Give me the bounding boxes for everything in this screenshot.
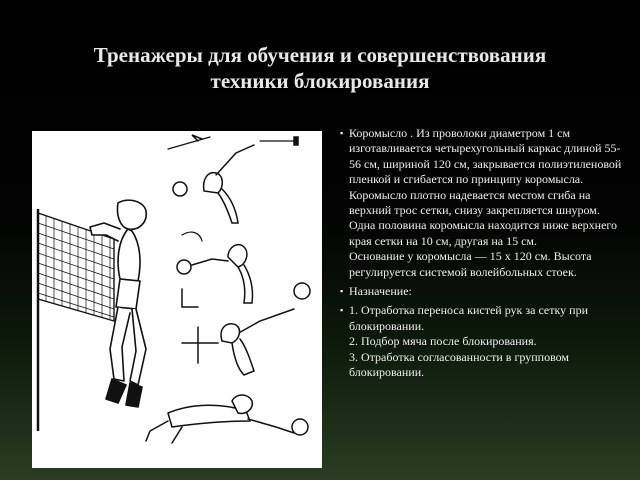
description-text [340, 126, 624, 385]
bullet-item-purpose [340, 284, 624, 299]
upper-exercise-ball [173, 182, 187, 196]
slide-title-line-1: Тренажеры для обучения и совершенствования [93, 43, 547, 67]
bullet-line: 1. Отработка переноса кистей рук за сетку при блокировании. [349, 303, 588, 333]
bullet-item-rocker [340, 126, 624, 280]
diving-figure-ball [292, 419, 308, 435]
upper-exercise-head [204, 173, 223, 193]
blocking-illustration [32, 131, 322, 468]
square-bullet-icon: ▪ [340, 286, 344, 297]
bullet-line: 3. Отработка согласованности в групповом блокировании. [349, 349, 570, 380]
slide-title-line-2: техники блокирования [210, 69, 430, 93]
blocking-illustration-drawing [32, 131, 322, 468]
lower-exercise-head [221, 324, 239, 343]
blocker-head [117, 200, 146, 229]
upper-exercise-rail-end [294, 137, 298, 145]
bullet-line: Назначение: [349, 284, 412, 299]
bullet-line: Коромысло . Из проволоки диаметром 1 см изготавливается четырехугольный каркас длиной 55-56 см, шириной 120 см, закрывается полиэтиленовой пленкой и сгибается по принципу коромысла. Коромысло плотно надевается местом сгиба на верхний трос сетки, снизу закрепляется шнуром. Одна половина коромысла находится ниже верхнего края сетки на 10 см, другая на 15 см. [349, 126, 622, 248]
slide-title [20, 42, 620, 94]
blocker-shorts [116, 279, 140, 309]
bullet-item-goals [340, 303, 624, 380]
middle-exercise-ball [177, 260, 191, 274]
bullet-line: Основание у коромысла — 15 х 120 см. Высота регулируется системой волейбольных стоек. [349, 249, 592, 279]
bullet-line: 2. Подбор мяча после блокирования. [349, 334, 537, 349]
middle-exercise-second-ball [294, 283, 310, 299]
square-bullet-icon: ▪ [340, 305, 344, 316]
square-bullet-icon: ▪ [340, 128, 344, 138]
